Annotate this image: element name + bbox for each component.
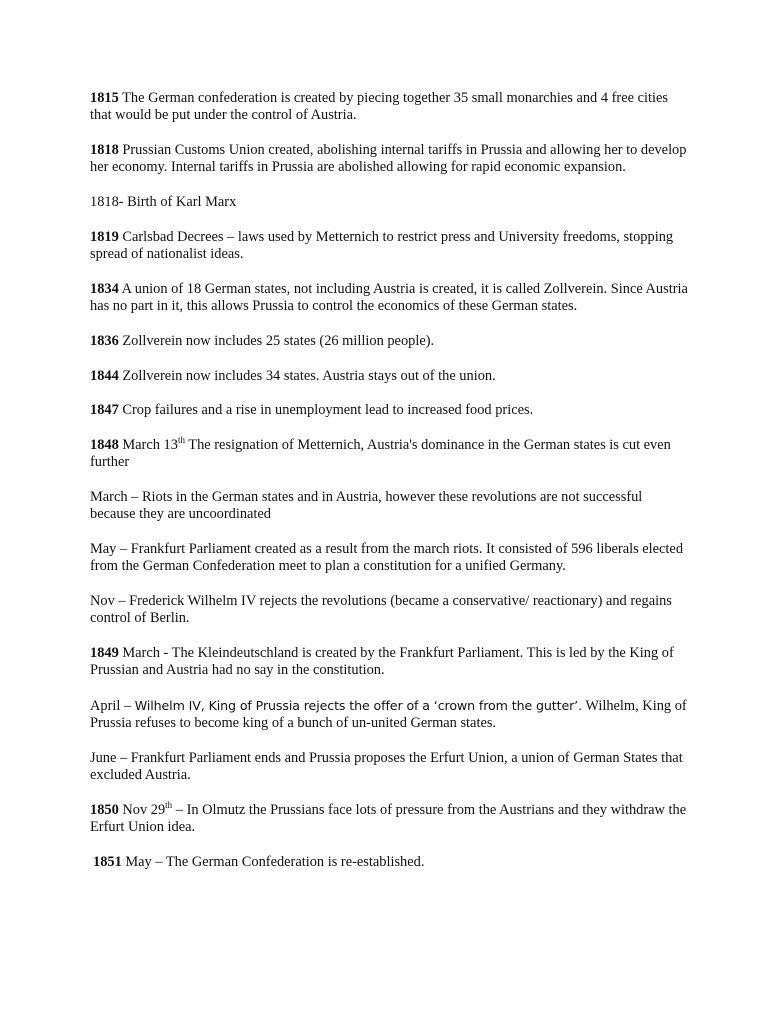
entry-text: 1818- Birth of Karl Marx: [90, 194, 237, 210]
entry-1818-customs-union: [90, 142, 690, 176]
entry-text: The German confederation is created by piecing together 35 small monarchies and 4 free cities that would be put under the control of Austria.: [90, 90, 668, 124]
entry-year: 1849: [90, 645, 119, 662]
entry-date: April –: [90, 698, 135, 715]
entry-1850: [90, 802, 690, 836]
entry-year: 1815: [90, 90, 119, 106]
entry-1836: [90, 333, 690, 350]
date-suffix: th: [177, 435, 185, 446]
entry-year: 1819: [90, 228, 119, 245]
entry-text: Prussian Customs Union created, abolishing internal tariffs in Prussia and allowing her to develop her economy. Internal tariffs in Prussia are abolished allowing for rapid economic expansion.: [90, 142, 687, 176]
entry-year: 1850: [90, 802, 119, 819]
entry-text: Wilhelm, King of Prussia refuses to become king of a bunch of un-united German states.: [90, 698, 687, 732]
entry-1844: [90, 368, 690, 385]
entry-text: May – Frankfurt Parliament created as a result from the march riots. It consisted of 596 liberals elected from the German Confederation meet to plan a constitution for a unified Germany.: [90, 541, 684, 575]
entry-quote: Wilhelm IV, King of Prussia rejects the offer of a ‘crown from the gutter’.: [134, 698, 582, 714]
entry-1849-june: [90, 750, 690, 784]
entry-1848-march-riots: [90, 489, 690, 523]
entry-text: Zollverein now includes 34 states. Austria stays out of the union.: [118, 367, 496, 384]
entry-text: March - The Kleindeutschland is created by the Frankfurt Parliament. This is led by the King of Prussian and Austria had no say in the constitution.: [90, 645, 674, 679]
entry-year: 1834: [90, 280, 119, 297]
entry-date: Nov 29: [118, 802, 166, 819]
entry-year: 1848: [90, 437, 119, 454]
entry-text: – In Olmutz the Prussians face lots of pressure from the Austrians and they withdraw the Erfurt Union idea.: [90, 802, 687, 836]
entry-1848-nov: [90, 593, 690, 627]
entry-text: A union of 18 German states, not including Austria is created, it is called Zollverein. Since Austria has no part in it, this allows Prussia to control the economics of these German states.: [90, 280, 688, 314]
entry-year: 1844: [90, 367, 119, 384]
entry-1851: [90, 854, 690, 871]
entry-1849-april: [90, 697, 690, 732]
entry-1848-may: [90, 541, 690, 575]
entry-year: 1836: [90, 332, 119, 349]
entry-year: 1847: [90, 402, 119, 419]
entry-1847: [90, 402, 690, 419]
entry-1848-march-13: [90, 437, 690, 471]
entry-date: March 13: [118, 437, 178, 454]
timeline-document: [90, 90, 690, 889]
date-suffix: th: [165, 800, 173, 811]
entry-1819: [90, 229, 690, 263]
entry-text: Nov – Frederick Wilhelm IV rejects the revolutions (became a conservative/ reactionary) and regains control of Berlin.: [90, 593, 672, 627]
entry-text: May – The German Confederation is re-established.: [121, 854, 425, 871]
entry-1815: [90, 90, 690, 124]
entry-text: The resignation of Metternich, Austria's dominance in the German states is cut even further: [90, 437, 671, 471]
entry-1849-march: [90, 645, 690, 679]
entry-text: March – Riots in the German states and in Austria, however these revolutions are not successful because they are uncoordinated: [90, 489, 643, 523]
entry-year: 1851: [93, 854, 122, 871]
entry-text: Zollverein now includes 25 states (26 million people).: [118, 332, 435, 349]
entry-year: 1818: [90, 142, 119, 158]
entry-text: June – Frankfurt Parliament ends and Prussia proposes the Erfurt Union, a union of German States that excluded Austria.: [90, 750, 683, 784]
entry-text: Carlsbad Decrees – laws used by Metternich to restrict press and University freedoms, stopping spread of nationalist ideas.: [90, 228, 674, 262]
entry-1818-marx: [90, 194, 690, 211]
entry-text: Crop failures and a rise in unemployment lead to increased food prices.: [118, 402, 534, 419]
entry-1834: [90, 281, 690, 315]
